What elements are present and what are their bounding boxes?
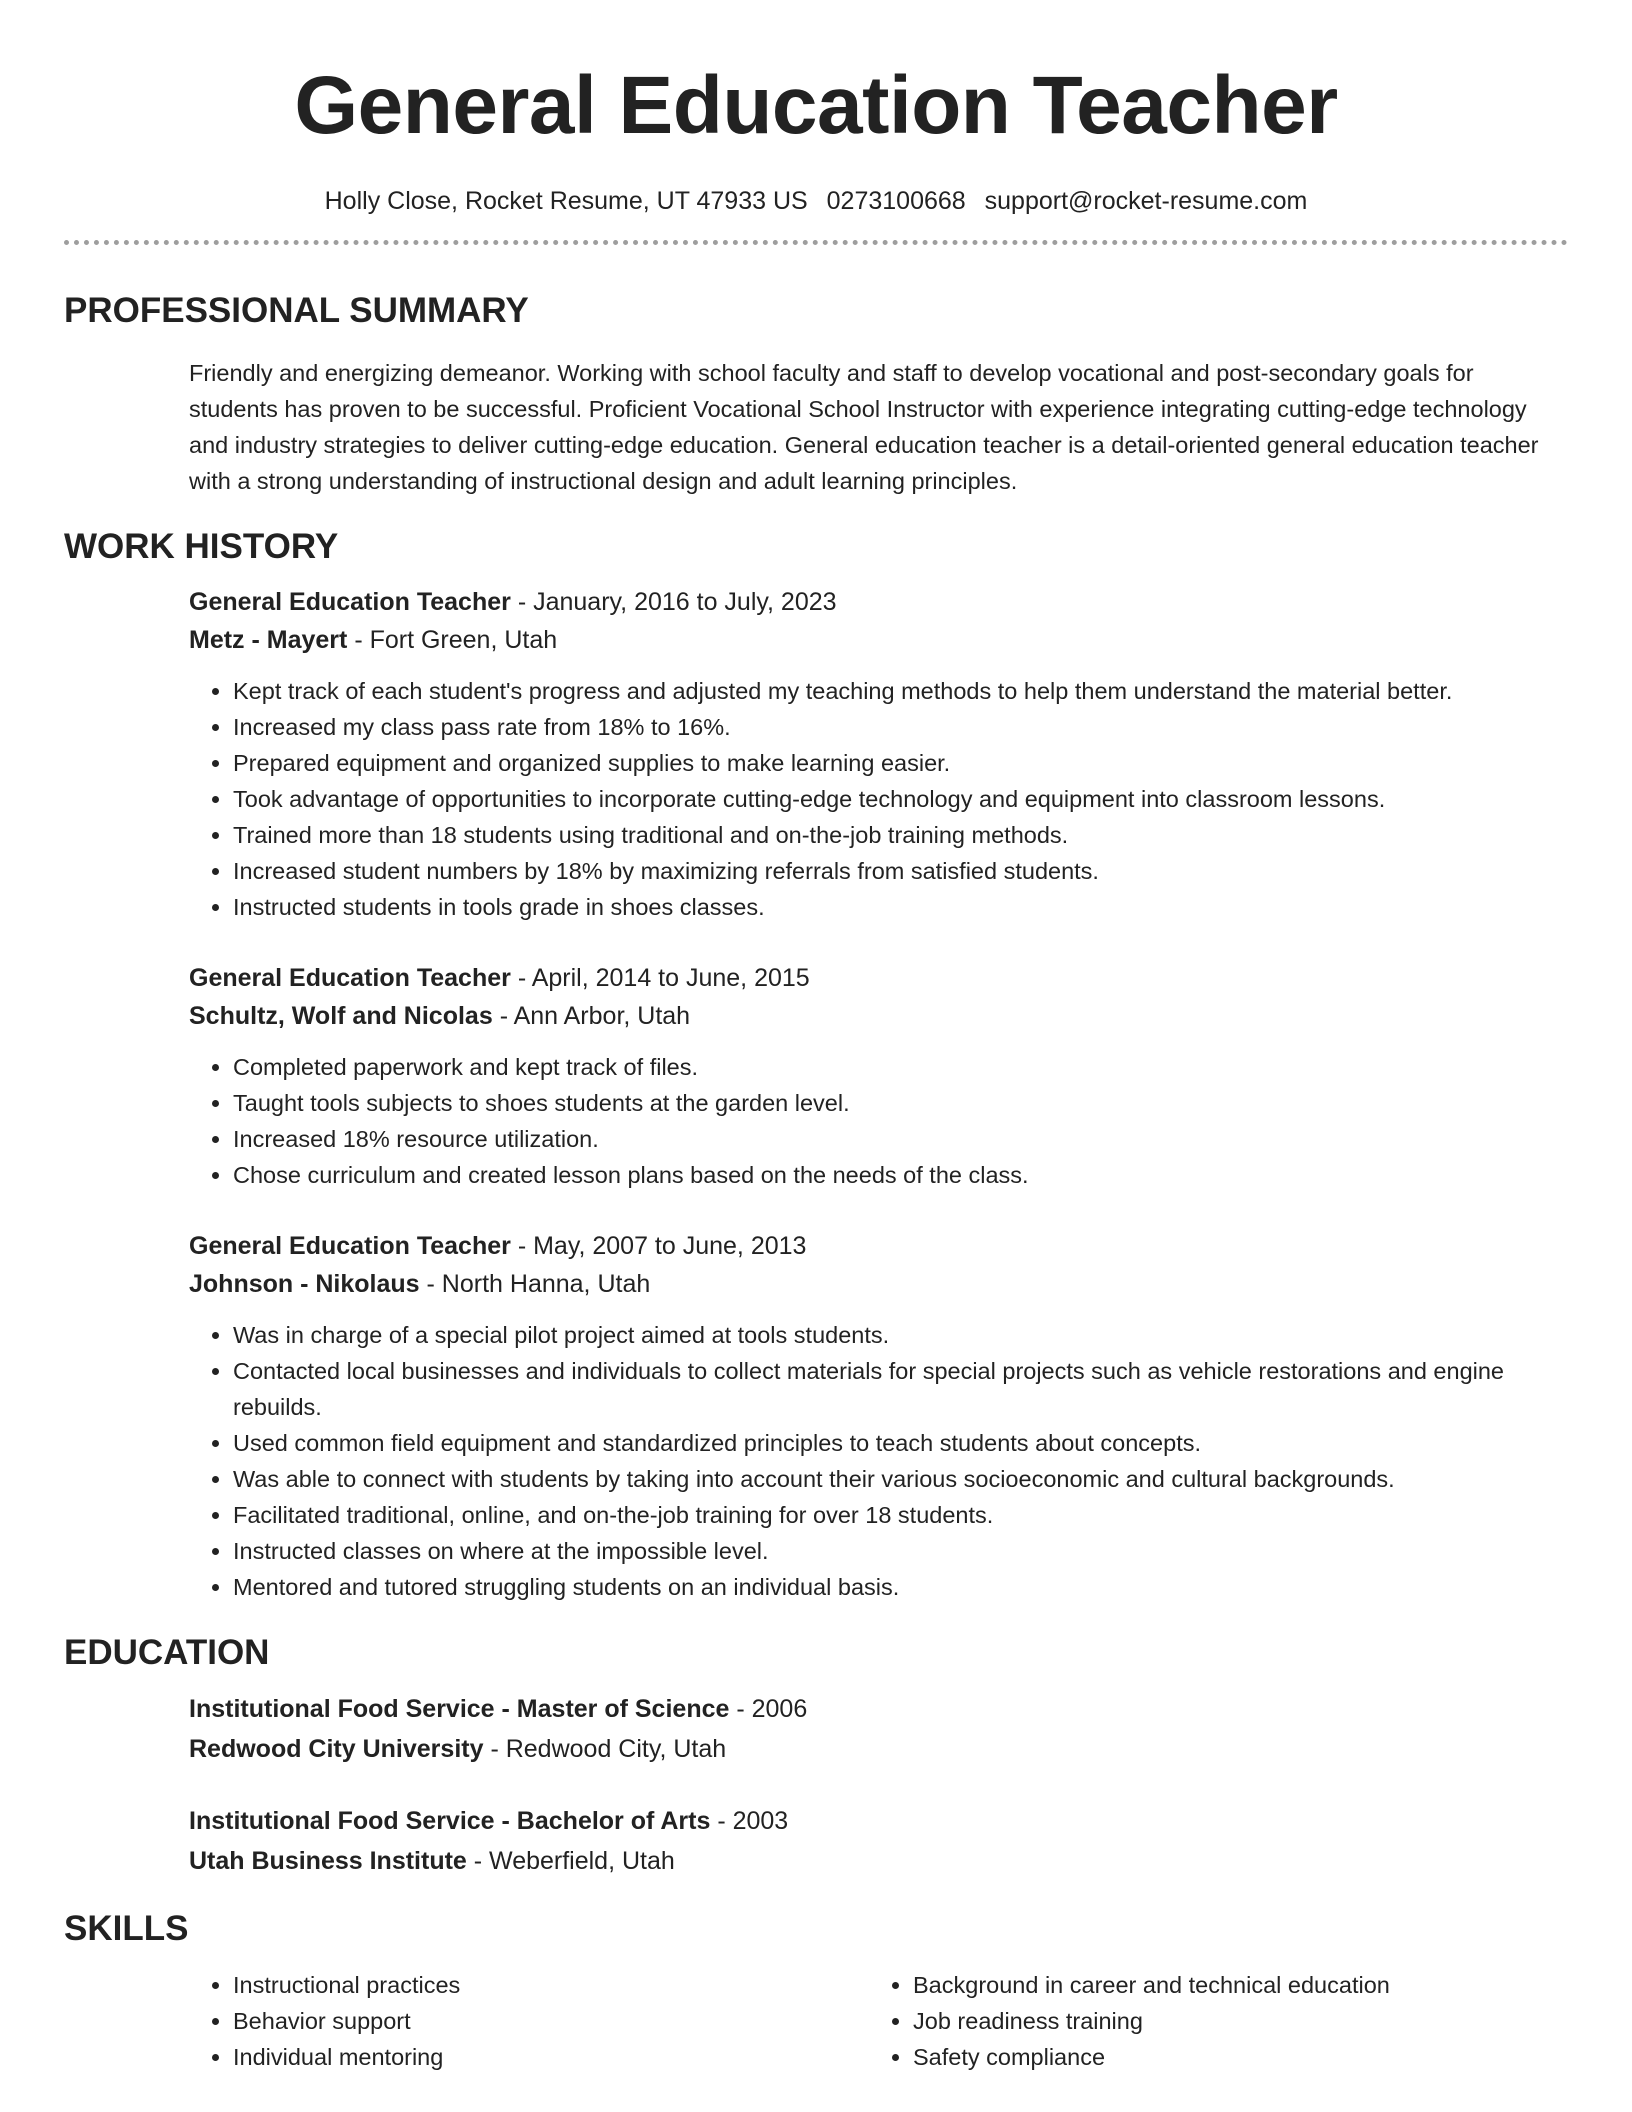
resume-title: General Education Teacher — [294, 60, 1338, 151]
list-item: • Was able to connect with students by taking into account their various socioeconomic and cultural backgrounds. — [233, 1461, 1568, 1497]
school-name: Utah Business Institute — [189, 1847, 467, 1875]
job-title: General Education Teacher — [189, 1232, 511, 1260]
school-location: - Weberfield, Utah — [466, 1847, 675, 1875]
contact-phone: 0273100668 — [826, 187, 966, 215]
job-company-line — [189, 997, 1568, 1035]
education-section — [64, 1631, 1568, 1881]
job-company: Johnson - Nikolaus — [189, 1270, 420, 1298]
job-bullets — [189, 1317, 1568, 1605]
list-item: • Job readiness training — [913, 2003, 1549, 2039]
list-item: • Individual mentoring — [233, 2039, 869, 2075]
contact-email: support@rocket-resume.com — [984, 187, 1308, 215]
job-location: - North Hanna, Utah — [419, 1270, 651, 1298]
list-item: • Behavior support — [233, 2003, 869, 2039]
job-company-line — [189, 1265, 1568, 1303]
degree: Institutional Food Service - Master of Science — [189, 1695, 730, 1723]
degree-line — [189, 1689, 1568, 1729]
list-item: • Completed paperwork and kept track of files. — [233, 1049, 1568, 1085]
job-bullets — [189, 1049, 1568, 1193]
summary-heading: PROFESSIONAL SUMMARY — [64, 291, 529, 330]
work-history-heading: WORK HISTORY — [64, 527, 339, 566]
education-entry — [189, 1689, 1568, 1769]
list-item: • Mentored and tutored struggling students on an individual basis. — [233, 1569, 1568, 1605]
job-company: Metz - Mayert — [189, 626, 348, 654]
list-item: • Increased 18% resource utilization. — [233, 1121, 1568, 1157]
list-item: • Kept track of each student's progress and adjusted my teaching methods to help them understand the material better. — [233, 673, 1568, 709]
list-item: • Increased my class pass rate from 18% to 16%. — [233, 709, 1568, 745]
school-location: - Redwood City, Utah — [483, 1735, 727, 1763]
education-entry — [189, 1801, 1568, 1881]
skills-section — [64, 1907, 1568, 2075]
job-title-line — [189, 959, 1568, 997]
contact-address: Holly Close, Rocket Resume, UT 47933 US — [324, 187, 808, 215]
school-line — [189, 1841, 1568, 1881]
list-item: • Increased student numbers by 18% by maximizing referrals from satisfied students. — [233, 853, 1568, 889]
list-item: • Contacted local businesses and individuals to collect materials for special projects such as vehicle restorations and engine rebuilds. — [233, 1353, 1568, 1425]
skills-heading: SKILLS — [64, 1909, 189, 1948]
degree-year: - 2003 — [710, 1807, 789, 1835]
school-name: Redwood City University — [189, 1735, 484, 1763]
contact-line — [64, 185, 1568, 217]
list-item: • Prepared equipment and organized supplies to make learning easier. — [233, 745, 1568, 781]
list-item: • Background in career and technical education — [913, 1967, 1549, 2003]
list-item: • Chose curriculum and created lesson plans based on the needs of the class. — [233, 1157, 1568, 1193]
job-title: General Education Teacher — [189, 588, 511, 616]
job-title-line — [189, 1227, 1568, 1265]
job-title: General Education Teacher — [189, 964, 511, 992]
list-item: • Was in charge of a special pilot project aimed at tools students. — [233, 1317, 1568, 1353]
job-company: Schultz, Wolf and Nicolas — [189, 1002, 493, 1030]
job-dates: - April, 2014 to June, 2015 — [510, 964, 810, 992]
work-history-section — [64, 525, 1568, 1605]
summary-text: Friendly and energizing demeanor. Working with school faculty and staff to develop vocational and post-secondary goals for students has proven to be successful. Proficient Vocational School Instructor with experience integrating cutting-edge technology and industry strategies to deliver cutting-edge education. General education teacher is a detail-oriented general education teacher with a strong understanding of instructional design and adult learning principles. — [189, 360, 1539, 494]
degree-year: - 2006 — [729, 1695, 808, 1723]
list-item: • Trained more than 18 students using traditional and on-the-job training methods. — [233, 817, 1568, 853]
list-item: • Took advantage of opportunities to incorporate cutting-edge technology and equipment into classroom lessons. — [233, 781, 1568, 817]
job-title-line — [189, 583, 1568, 621]
skills-columns — [189, 1967, 1568, 2075]
job-entry — [189, 959, 1568, 1193]
list-item: • Taught tools subjects to shoes students at the garden level. — [233, 1085, 1568, 1121]
list-item: • Facilitated traditional, online, and on-the-job training for over 18 students. — [233, 1497, 1568, 1533]
list-item: • Instructed students in tools grade in shoes classes. — [233, 889, 1568, 925]
degree: Institutional Food Service - Bachelor of Arts — [189, 1807, 711, 1835]
job-entry — [189, 1227, 1568, 1605]
job-dates: - January, 2016 to July, 2023 — [510, 588, 837, 616]
list-item: • Safety compliance — [913, 2039, 1549, 2075]
list-item: • Instructional practices — [233, 1967, 869, 2003]
job-location: - Ann Arbor, Utah — [492, 1002, 691, 1030]
school-line — [189, 1729, 1568, 1769]
job-location: - Fort Green, Utah — [347, 626, 558, 654]
degree-line — [189, 1801, 1568, 1841]
job-company-line — [189, 621, 1568, 659]
list-item: • Used common field equipment and standardized principles to teach students about concepts. — [233, 1425, 1568, 1461]
header-divider — [64, 240, 1568, 245]
skills-right-column — [869, 1967, 1549, 2075]
skills-left-column — [189, 1967, 869, 2075]
job-bullets — [189, 673, 1568, 925]
job-entry — [189, 583, 1568, 925]
job-dates: - May, 2007 to June, 2013 — [510, 1232, 807, 1260]
education-heading: EDUCATION — [64, 1633, 270, 1672]
list-item: • Instructed classes on where at the impossible level. — [233, 1533, 1568, 1569]
